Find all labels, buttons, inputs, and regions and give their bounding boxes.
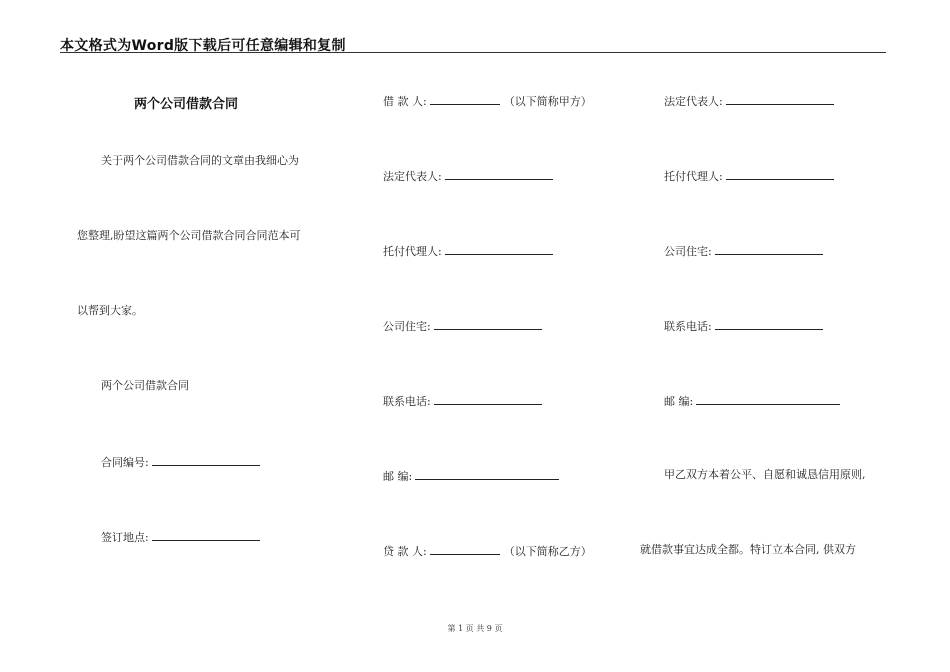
borrower-field <box>383 93 592 109</box>
intro-line-3: 以帮到大家。 <box>77 304 143 317</box>
borrower-postcode-label: 邮 编: <box>383 470 413 483</box>
lender-blank <box>430 543 500 555</box>
header-divider <box>60 52 886 53</box>
borrower-phone-label: 联系电话: <box>383 395 431 408</box>
borrower-note: （以下简称甲方） <box>503 95 592 108</box>
borrower-legal-rep-field <box>383 168 553 184</box>
lender-agent-field <box>664 168 834 184</box>
borrower-legal-rep-label: 法定代表人: <box>383 170 442 183</box>
lender-legal-rep-blank <box>726 93 834 105</box>
borrower-postcode-field <box>383 468 559 484</box>
lender-label: 贷 款 人: <box>383 545 427 558</box>
borrower-postcode-blank <box>415 468 559 480</box>
sign-place-label: 签订地点: <box>101 531 149 544</box>
lender-address-blank <box>715 243 823 255</box>
borrower-agent-blank <box>445 243 553 255</box>
lender-postcode-label: 邮 编: <box>664 395 694 408</box>
page-number: 第 1 页 共 9 页 <box>447 624 503 633</box>
lender-agent-label: 托付代理人: <box>664 170 723 183</box>
intro-line-2: 您整理,盼望这篇两个公司借款合同合同范本可 <box>77 229 301 242</box>
agreement-line-2: 就借款事宜达成全都。特订立本合同, 供双方 <box>640 543 856 556</box>
lender-address-field <box>664 243 823 259</box>
lender-note: （以下简称乙方） <box>503 545 592 558</box>
contract-title: 两个公司借款合同 <box>134 97 239 112</box>
borrower-blank <box>430 93 500 105</box>
borrower-address-label: 公司住宅: <box>383 320 431 333</box>
sign-place-blank <box>152 529 260 541</box>
lender-postcode-field <box>664 393 840 409</box>
borrower-address-field <box>383 318 542 334</box>
borrower-address-blank <box>434 318 542 330</box>
lender-field <box>383 543 592 559</box>
borrower-legal-rep-blank <box>445 168 553 180</box>
lender-phone-label: 联系电话: <box>664 320 712 333</box>
lender-agent-blank <box>726 168 834 180</box>
document-header: 本文格式为Word版下载后可任意编辑和复制 <box>60 38 346 54</box>
lender-address-label: 公司住宅: <box>664 245 712 258</box>
contract-number-label: 合同编号: <box>101 456 149 469</box>
lender-postcode-blank <box>696 393 840 405</box>
lender-phone-field <box>664 318 823 334</box>
sign-place-field <box>101 529 260 545</box>
lender-legal-rep-label: 法定代表人: <box>664 95 723 108</box>
borrower-phone-field <box>383 393 542 409</box>
agreement-line-1: 甲乙双方本着公平、自愿和诚恳信用原则, <box>664 468 866 481</box>
contract-subtitle: 两个公司借款合同 <box>101 379 189 392</box>
lender-phone-blank <box>715 318 823 330</box>
borrower-label: 借 款 人: <box>383 95 427 108</box>
borrower-agent-label: 托付代理人: <box>383 245 442 258</box>
borrower-phone-blank <box>434 393 542 405</box>
lender-legal-rep-field <box>664 93 834 109</box>
borrower-agent-field <box>383 243 553 259</box>
intro-line-1: 关于两个公司借款合同的文章由我细心为 <box>101 154 299 167</box>
contract-number-field <box>101 454 260 470</box>
contract-number-blank <box>152 454 260 466</box>
